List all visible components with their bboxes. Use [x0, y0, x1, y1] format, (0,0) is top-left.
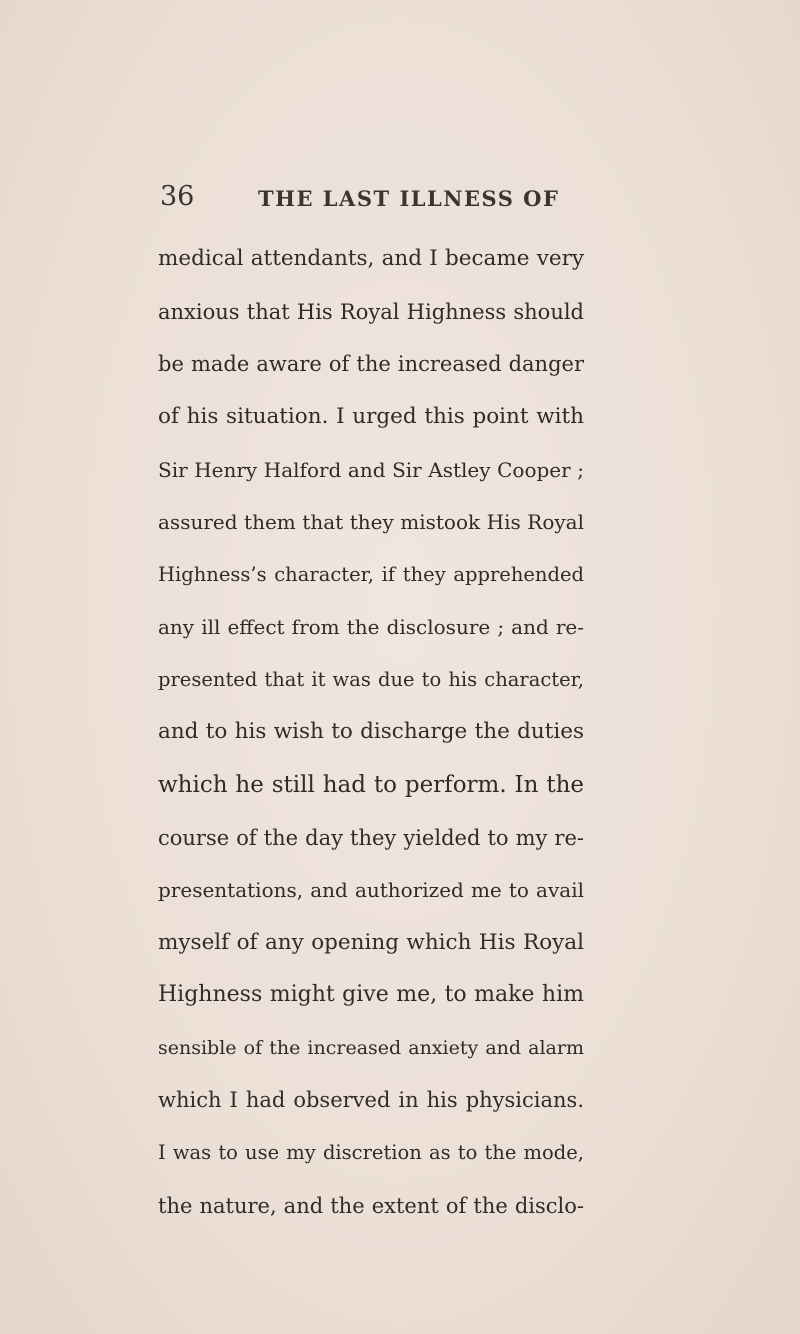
- text-line: of his situation. I urged this point with: [158, 404, 584, 429]
- text-line: sensible of the increased anxiety and alarm: [158, 1037, 584, 1059]
- page-number: 36: [160, 181, 195, 212]
- text-line: myself of any opening which His Royal: [158, 930, 584, 955]
- text-line: which he still had to perform. In the: [158, 772, 584, 798]
- text-line: which I had observed in his physicians.: [158, 1088, 584, 1112]
- text-line: the nature, and the extent of the disclo-: [158, 1194, 584, 1218]
- text-line: be made aware of the increased danger: [158, 352, 584, 376]
- text-line: medical attendants, and I became very: [158, 246, 584, 271]
- text-line: assured them that they mistook His Royal: [158, 510, 584, 534]
- text-line: and to his wish to discharge the duties: [158, 719, 584, 744]
- text-line: presentations, and authorized me to avail: [158, 878, 584, 902]
- text-line: presented that it was due to his character,: [158, 668, 584, 691]
- text-line: Highness might give me, to make him: [158, 982, 584, 1007]
- text-line: I was to use my discretion as to the mode,: [158, 1141, 584, 1164]
- text-line: any ill effect from the disclosure ; and re-: [158, 615, 584, 639]
- running-header: [0, 181, 800, 221]
- text-line: anxious that His Royal Highness should: [158, 300, 584, 324]
- text-line: Sir Henry Halford and Sir Astley Cooper ;: [158, 458, 584, 482]
- text-line: Highness’s character, if they apprehended: [158, 563, 584, 586]
- text-line: course of the day they yielded to my re-: [158, 826, 584, 850]
- running-title: THE LAST ILLNESS OF: [258, 186, 560, 211]
